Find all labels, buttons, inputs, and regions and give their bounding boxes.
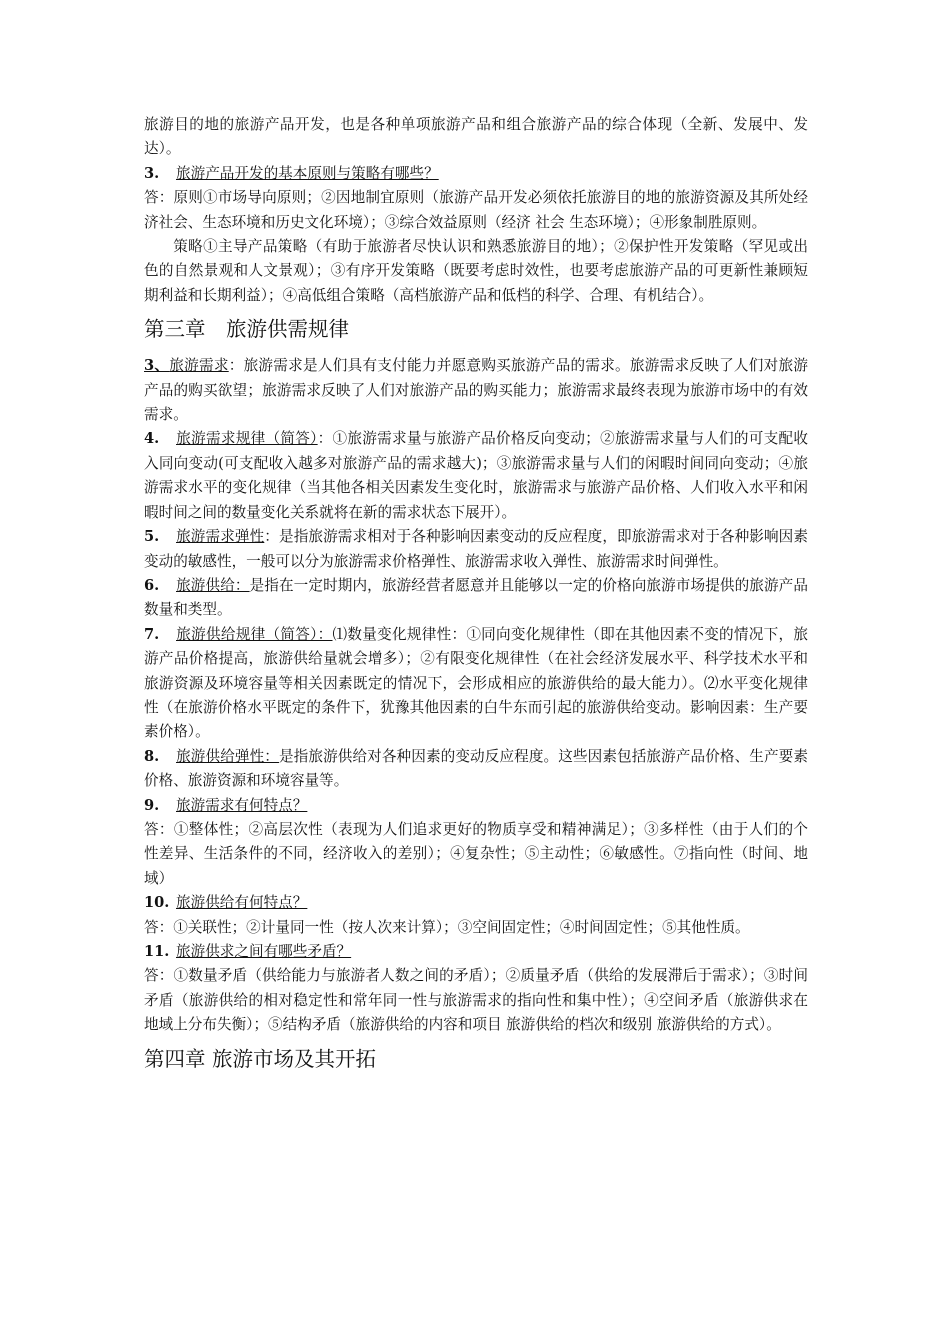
chapter-4-title: 旅游市场及其开拓 bbox=[212, 1046, 377, 1071]
item-6-title: 旅游供给： bbox=[176, 576, 250, 594]
question-3-strategy: 策略①主导产品策略（有助于旅游者尽快认识和熟悉旅游目的地）；②保护性开发策略（罕见或出色的自然景观和人文景观）；③有序开发策略（既要考虑时效性，也要考虑旅游产品的可更新性兼顾短期利益和长期利益）；④高低组合策略（高档旅游产品和低档的科学、合理、有机结合）。 bbox=[144, 238, 808, 304]
item-5-number: 5. bbox=[144, 528, 160, 546]
item-8 bbox=[144, 745, 808, 794]
item-5 bbox=[144, 525, 808, 574]
intro-paragraph: 旅游目的地的旅游产品开发，也是各种单项旅游产品和组合旅游产品的综合体现（全新、发展中、发达）。 bbox=[144, 116, 808, 158]
question-3 bbox=[144, 162, 808, 186]
item-11 bbox=[144, 940, 808, 964]
item-9 bbox=[144, 794, 808, 818]
item-7 bbox=[144, 623, 808, 745]
chapter-4-label: 第四章 bbox=[144, 1046, 206, 1071]
item-8-number: 8. bbox=[144, 747, 160, 765]
item-5-title: 旅游需求弹性 bbox=[176, 528, 265, 546]
item-9-title: 旅游需求有何特点？ bbox=[176, 796, 308, 814]
item-4-body: ①旅游需求量与旅游产品价格反向变动；②旅游需求量与人们的可支配收入同向变动(可支配收入越多对旅游产品的需求越大)；③旅游需求量与人们的闲暇时间同向变动；④旅游需求水平的变化规律（当其他各相关因素发生变化时，旅游需求与旅游产品价格、人们收入水平和闲暇时间之间的数量变化关系就将在新的需求状态下展开）。 bbox=[144, 430, 808, 521]
item-4-sep: ： bbox=[317, 430, 333, 448]
item-9-number: 9. bbox=[144, 796, 160, 814]
item-8-body: 是指旅游供给对各种因素的变动反应程度。这些因素包括旅游产品价格、生产要素价格、旅游资源和环境容量等。 bbox=[144, 747, 808, 790]
chapter-3-label: 第三章 bbox=[144, 317, 206, 342]
item-10-number: 10. bbox=[144, 894, 170, 912]
item-3 bbox=[144, 354, 808, 427]
item-7-title: 旅游供给规律（简答）： bbox=[176, 625, 333, 643]
item-4-number: 4. bbox=[144, 430, 160, 448]
item-3-number: 3、 bbox=[144, 357, 170, 375]
question-3-title: 旅游产品开发的基本原则与策略有哪些？ bbox=[176, 164, 439, 182]
item-5-sep: ： bbox=[264, 528, 279, 546]
chapter-4-heading bbox=[144, 1044, 808, 1074]
item-10-answer: 答：①关联性；②计量同一性（按人次来计算）；③空间固定性；④时间固定性；⑤其他性质。 bbox=[144, 918, 750, 936]
item-11-answer: 答：①数量矛盾（供给能力与旅游者人数之间的矛盾）；②质量矛盾（供给的发展滞后于需求）；③时间矛盾（旅游供给的相对稳定性和常年同一性与旅游需求的指向性和集中性）；④空间矛盾（旅游供求在地域上分布失衡）；⑤结构矛盾（旅游供给的内容和项目 旅游供给的档次和级别 旅游供给的方式）。 bbox=[144, 967, 808, 1034]
item-6-number: 6. bbox=[144, 576, 160, 594]
document-page bbox=[144, 113, 808, 1074]
item-8-title: 旅游供给弹性： bbox=[176, 747, 279, 765]
item-11-number: 11. bbox=[144, 943, 170, 960]
item-10-title: 旅游供给有何特点？ bbox=[176, 894, 308, 912]
item-5-body: 是指旅游需求相对于各种影响因素变动的反应程度，即旅游需求对于各种影响因素变动的敏感性，一般可以分为旅游需求价格弹性、旅游需求收入弹性、旅游需求时间弹性。 bbox=[144, 528, 808, 570]
item-11-title: 旅游供求之间有哪些矛盾？ bbox=[176, 943, 352, 960]
item-4 bbox=[144, 427, 808, 525]
chapter-3-heading bbox=[144, 314, 808, 344]
item-7-number: 7. bbox=[144, 625, 160, 643]
item-6 bbox=[144, 574, 808, 623]
item-4-title: 旅游需求规律（简答） bbox=[176, 430, 318, 448]
question-3-answer: 答：原则①市场导向原则；②因地制宜原则（旅游产品开发必须依托旅游目的地的旅游资源及其所处经济社会、生态环境和历史文化环境）；③综合效益原则（经济 社会 生态环境）；④形象制胜原则。 bbox=[144, 189, 808, 231]
item-3-sep: ： bbox=[228, 357, 244, 375]
item-3-body: 旅游需求是人们具有支付能力并愿意购买旅游产品的需求。旅游需求反映了人们对旅游产品的购买欲望；旅游需求反映了人们对旅游产品的购买能力；旅游需求最终表现为旅游市场中的有效需求。 bbox=[144, 357, 808, 424]
item-10 bbox=[144, 891, 808, 915]
item-7-body: ⑴数量变化规律性：①同向变化规律性（即在其他因素不变的情况下，旅游产品价格提高，旅游供给量就会增多）；②有限变化规律性（在社会经济发展水平、科学技术水平和旅游资源及环境容量等相关因素既定的情况下，会形成相应的旅游供给的最大能力）。⑵水平变化规律性（在旅游价格水平既定的条件下，犹豫其他因素的白牛东而引起的旅游供给变动。影响因素：生产要素价格）。 bbox=[144, 625, 808, 741]
item-6-body: 是指在一定时期内，旅游经营者愿意并且能够以一定的价格向旅游市场提供的旅游产品数量和类型。 bbox=[144, 576, 808, 619]
item-3-title: 旅游需求 bbox=[169, 357, 229, 375]
question-3-number: 3. bbox=[144, 164, 160, 182]
chapter-3-title: 旅游供需规律 bbox=[226, 317, 349, 342]
item-9-answer: 答：①整体性；②高层次性（表现为人们追求更好的物质享受和精神满足）；③多样性（由于人们的个性差异、生活条件的不同，经济收入的差别）；④复杂性；⑤主动性；⑥敏感性。⑦指向性（时间、地域） bbox=[144, 820, 808, 887]
